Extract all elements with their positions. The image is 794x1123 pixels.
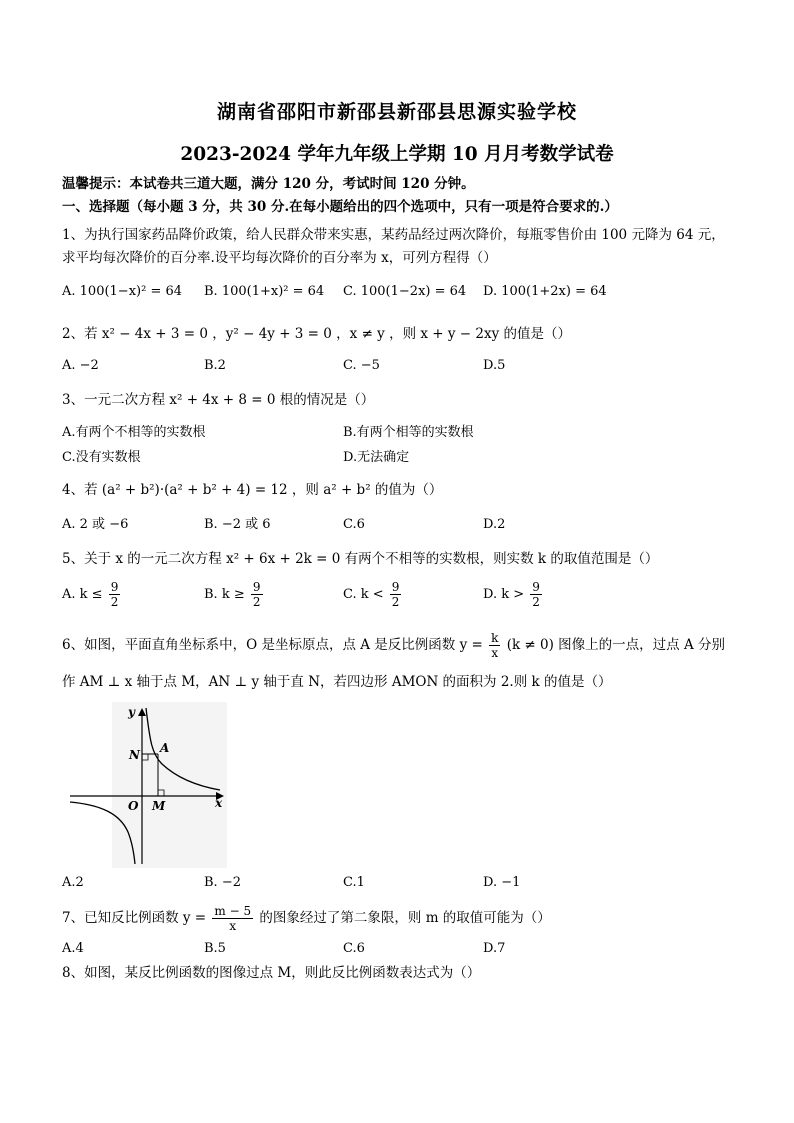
q5-option-c-num: 9 (391, 580, 400, 594)
q7-fraction-num: m − 5 (214, 904, 252, 918)
q6-stem-line1 (62, 631, 725, 660)
q5-option-a-prefix: A. k ≤ (62, 587, 103, 602)
q5-option-b-fraction (251, 580, 263, 609)
q5-option-c (343, 580, 403, 609)
q3-option-a: A.有两个不相等的实数根 (62, 425, 206, 440)
q1-option-c: C. 100(1−2x) = 64 (343, 284, 467, 299)
q5-option-c-den: 2 (391, 595, 400, 609)
q6-option-d: D. −1 (483, 875, 521, 890)
label-y: y (128, 705, 135, 719)
q5-option-d-prefix: D. k > (483, 587, 525, 602)
q5-option-a-den: 2 (110, 595, 119, 609)
q5-option-d-fraction (530, 580, 542, 609)
q7-stem-part1: 7、已知反比例函数 y = (62, 910, 207, 926)
q6-fraction-den: x (491, 646, 499, 660)
q4-option-d: D.2 (483, 517, 506, 532)
q7-option-d: D.7 (483, 941, 506, 956)
q2-stem: 2、若 x² − 4x + 3 = 0 ，y² − 4y + 3 = 0 ，x ≠ y ，则 x + y − 2xy 的值是（） (62, 326, 572, 342)
q1-option-d: D. 100(1+2x) = 64 (483, 284, 607, 299)
q1-option-b: B. 100(1+x)² = 64 (204, 284, 325, 299)
q6-graph-figure (62, 702, 232, 868)
q2-option-a: A. −2 (62, 358, 99, 373)
q1-stem-line2: 求平均每次降价的百分率.设平均每次降价的百分率为 x，可列方程得（） (62, 250, 497, 266)
q5-option-b (204, 580, 265, 609)
q7-option-c: C.6 (343, 941, 365, 956)
q3-option-c: C.没有实数根 (62, 450, 141, 465)
q5-option-c-fraction (390, 580, 402, 609)
label-x: x (215, 796, 223, 810)
q5-option-d-num: 9 (532, 580, 540, 594)
q4-option-a: A. 2 或 −6 (62, 517, 129, 532)
q1-stem-line1: 1、为执行国家药品降价政策，给人民群众带来实惠，某药品经过两次降价，每瓶零售价由 100 元降为 64 元， (62, 227, 725, 243)
q4-option-b: B. −2 或 6 (204, 517, 271, 532)
q3-option-d: D.无法确定 (343, 450, 410, 465)
section-heading: 一、选择题（每小题 3 分，共 30 分.在每小题给出的四个选项中，只有一项是符合要求的.） (62, 199, 618, 215)
q8-stem: 8、如图，某反比例函数的图像过点 M，则此反比例函数表达式为（） (62, 965, 481, 981)
q3-option-b: B.有两个相等的实数根 (343, 425, 474, 440)
q5-option-a (62, 580, 122, 609)
q1-option-a: A. 100(1−x)² = 64 (62, 284, 183, 299)
q6-fraction (489, 631, 500, 660)
exam-title-line2: 2023-2024 学年九年级上学期 10 月月考数学试卷 (180, 144, 614, 165)
q6-option-b: B. −2 (204, 875, 241, 890)
q5-option-a-fraction (109, 580, 121, 609)
q7-stem-part2: 的图象经过了第二象限，则 m 的取值可能为（） (259, 910, 551, 926)
q6-option-c: C.1 (343, 875, 365, 890)
q5-option-a-num: 9 (110, 580, 119, 594)
q5-option-d-den: 2 (532, 595, 540, 609)
q6-stem-part2: (k ≠ 0) 图像上的一点，过点 A 分别 (506, 637, 726, 653)
q5-option-b-num: 9 (252, 580, 261, 594)
q6-option-a: A.2 (62, 875, 84, 890)
q5-option-c-prefix: C. k < (343, 587, 384, 602)
exam-title-line1: 湖南省邵阳市新邵县新邵县思源实验学校 (216, 101, 577, 123)
q7-fraction-den: x (229, 919, 237, 933)
q2-option-b: B.2 (204, 358, 226, 373)
figure-background (112, 702, 227, 868)
q5-option-d (483, 580, 544, 609)
label-a: A (160, 741, 170, 755)
q4-stem: 4、若 (a² + b²)·(a² + b² + 4) = 12 ，则 a² + b² 的值为（） (62, 482, 443, 498)
label-o: O (128, 799, 139, 813)
q5-option-b-den: 2 (252, 595, 261, 609)
q6-stem-part1: 6、如图，平面直角坐标系中，O 是坐标原点，点 A 是反比例函数 y = (62, 637, 483, 653)
q4-option-c: C.6 (343, 517, 365, 532)
q7-fraction (212, 904, 253, 933)
q7-option-a: A.4 (62, 941, 84, 956)
q2-option-d: D.5 (483, 358, 506, 373)
q6-stem-line2: 作 AM ⊥ x 轴于点 M，AN ⊥ y 轴于直 N，若四边形 AMON 的面积为 2.则 k 的值是（） (62, 674, 612, 690)
q3-stem: 3、一元二次方程 x² + 4x + 8 = 0 根的情况是（） (62, 392, 375, 408)
label-m: M (152, 799, 166, 813)
q7-option-b: B.5 (204, 941, 226, 956)
q5-stem: 5、关于 x 的一元二次方程 x² + 6x + 2k = 0 有两个不相等的实数根，则实数 k 的取值范围是（） (62, 551, 659, 567)
exam-tip: 温馨提示：本试卷共三道大题，满分 120 分，考试时间 120 分钟。 (62, 176, 475, 192)
q2-option-c: C. −5 (343, 358, 380, 373)
q6-fraction-num: k (491, 631, 499, 645)
label-n: N (129, 748, 140, 762)
q7-stem (62, 904, 551, 933)
q5-option-b-prefix: B. k ≥ (204, 587, 245, 602)
